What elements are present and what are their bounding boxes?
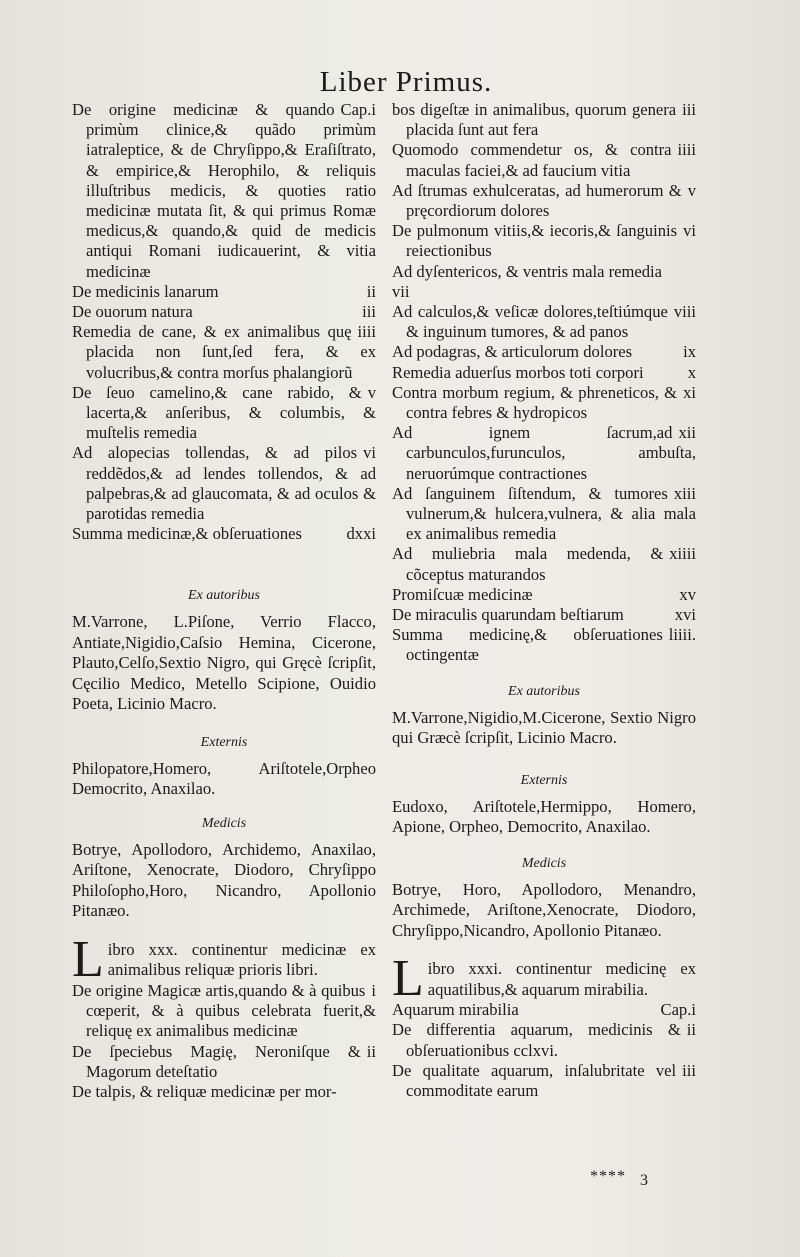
toc-entry: v Ad ſtrumas exhulceratas, ad humerorum & pręcordiorum dolores — [392, 180, 696, 221]
toc-entry: vi De pulmonum vitiis,& iecoris,& ſanguinis reiectionibus — [392, 221, 696, 261]
toc-entry: xi Contra morbum regium, & phreneticos, & contra febres & hydropicos — [392, 382, 696, 423]
toc-entry: xiii Ad ſanguinem ſiſtendum, & tumores vulnerum,& hulcera,vulnera, & alia mala ex animalibus remedia — [392, 483, 696, 544]
toc-entry: xiiii Ad muliebria mala medenda, & cõceptus maturandos — [392, 544, 696, 584]
toc-entry: xv Promiſcuæ medicinæ — [392, 584, 696, 604]
left-toc — [72, 100, 376, 544]
left-toc-2 — [72, 981, 376, 1102]
authors-list: M.Varrone, L.Piſone, Verrio Flacco, Antiate,Nigidio,Caſsio Hemina, Cicerone, Plauto,Celſo,Sextio Nigro, qui Gręcè ſcripſit, Cęcilio Medico, Metello Scipione, Ouidio Poeta, Licinio Macro. — [72, 612, 376, 714]
toc-entry: vi Ad alopecias tollendas, & ad pilos reddẽdos,& ad lendes tollendos, & ad palpebras,& ad glaucomata, & ad oculos & parotidas remedia — [72, 443, 376, 524]
toc-entry: x Remedia aduerſus morbos toti corpori — [392, 362, 696, 382]
authors-list: Philopatore,Homero, Ariſtotele,Orpheo Democrito, Anaxilao. — [72, 758, 376, 799]
toc-entry: viii Ad calculos,& veſicæ dolores,teſtiúmque & inguinum tumores, & ad panos — [392, 302, 696, 342]
authors-list: Eudoxo, Ariſtotele,Hermippo, Homero, Apione, Orpheo, Democrito, Anaxilao. — [392, 796, 696, 837]
toc-entry: Cap.i De origine medicinæ & quando primùm clinice,& quãdo primùm iatraleptice, & de Chryſippo,& Eraſiſtrato, & empirice,& Herophilo, & reliquis illuſtribus medicis, & quoties ratio medicinæ mutata ſit, & qui primus Romæ medicus,& quando,& quid de medicis antiqui Romani iudicauerint, & vitia medicinæ — [72, 100, 376, 281]
authors-list: Botrye, Apollodoro, Archidemo, Anaxilao, Ariſtone, Xenocrate, Diodoro, Chryſippo Philoſopho,Horo, Nicandro, Apollonio Pitanæo. — [72, 839, 376, 921]
toc-entry: Cap.i Aquarum mirabilia — [392, 1000, 696, 1020]
page-title: Liber Primus. — [319, 66, 493, 98]
right-toc — [392, 100, 696, 666]
right-toc-2 — [392, 1000, 696, 1101]
section-heading: Ex autoribus — [188, 588, 260, 604]
toc-entry: Ad dyſentericos, & ventris mala remedia — [392, 261, 663, 281]
toc-entry: xvi De miraculis quarundam beſtiarum — [392, 605, 696, 625]
toc-entry: v De ſeuo camelino,& cane rabido, & lacerta,& anſeribus, & columbis, & muſtelis remedia — [72, 382, 376, 443]
toc-entry: xii Ad ignem ſacrum,ad carbunculos,furunculos, ambuſta, neruorúmque contractiones — [392, 423, 696, 483]
toc-entry: i De origine Magicæ artis,quando & à quibus cœperit, & à quibus celebrata fuerit,& reliquę ex animalibus medicinæ — [72, 980, 376, 1041]
toc-entry: vii — [392, 281, 410, 301]
toc-entry: iii De qualitate aquarum, inſalubritate vel commoditate earum — [392, 1060, 696, 1100]
toc-entry: iii bos digeſtæ in animalibus, quorum genera placida ſunt aut fera — [392, 100, 696, 140]
section-heading: Medicis — [201, 815, 247, 831]
page-number: 3 — [640, 1172, 648, 1189]
toc-entry: iiii Remedia de cane, & ex animalibus quę placida non ſunt,ſed fera, & ex volucribus,& contra morſus phalangiorũ — [72, 322, 376, 382]
toc-entry: liiii. Summa medicinę,& obſeruationes octingentæ — [392, 625, 696, 665]
toc-entry: ii De ſpeciebus Magię, Neroniſque & Magorum deteſtatio — [72, 1041, 376, 1081]
section-heading: Ex autoribus — [508, 683, 580, 699]
toc-entry: ix Ad podagras, & articulorum dolores — [392, 342, 696, 362]
book-intro: Libro xxx. continentur medicinæ ex animalibus reliquæ prioris libri. — [72, 930, 376, 988]
authors-list: M.Varrone,Nigidio,M.Cicerone, Sextio Nigro qui Græcè ſcripſit, Licinio Macro. — [392, 707, 696, 748]
book-intro: Libro xxxi. continentur medicinę ex aquatilibus,& aquarum mirabilia. — [392, 950, 696, 1008]
section-heading: Externis — [520, 772, 568, 788]
right-column — [392, 100, 696, 1101]
toc-entry: iii De ouorum natura — [72, 302, 376, 322]
authors-list: Botrye, Horo, Apollodoro, Menandro, Archimede, Ariſtone,Xenocrate, Diodoro, Chryſippo,Nicandro, Apollonio Pitanæo. — [392, 879, 696, 940]
toc-entry: De talpis, & reliquæ medicinæ per mor- — [72, 1081, 337, 1101]
left-column — [72, 100, 376, 1102]
toc-entry: ii De medicinis lanarum — [72, 281, 376, 301]
running-header — [0, 66, 800, 99]
drop-cap: L — [72, 930, 104, 988]
toc-entry: iiii Quomodo commendetur os, & contra maculas faciei,& ad faucium vitia — [392, 140, 696, 180]
toc-entry: dxxi Summa medicinæ,& obſeruationes — [72, 524, 376, 544]
toc-entry: ii De differentia aquarum, medicinis & obſeruationibus cclxvi. — [392, 1020, 696, 1060]
section-heading: Externis — [200, 734, 248, 750]
signature-mark: **** — [590, 1168, 626, 1185]
drop-cap: L — [392, 950, 424, 1008]
section-heading: Medicis — [521, 855, 567, 871]
